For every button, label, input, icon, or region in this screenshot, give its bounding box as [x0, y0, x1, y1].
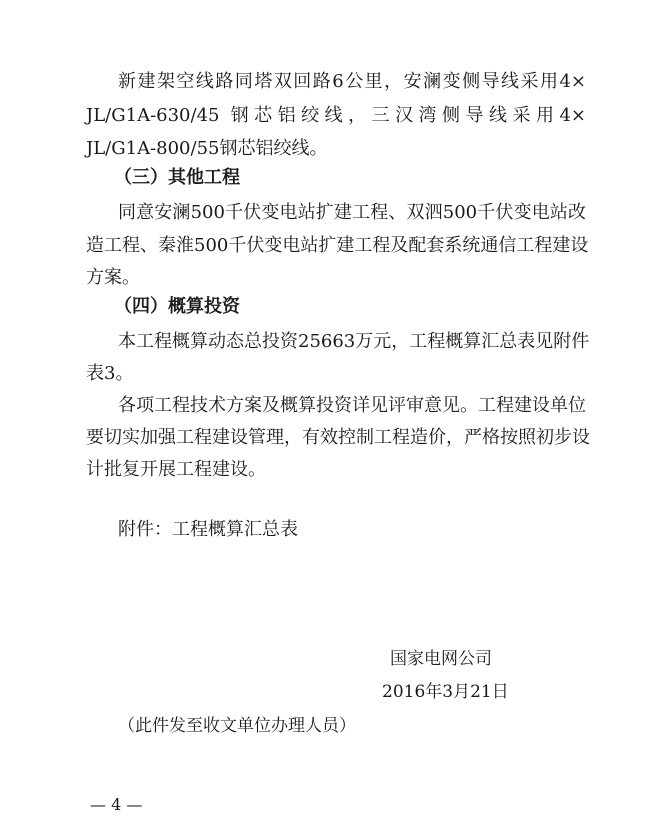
paragraph-1-line-2: JL/G1A-630/45 钢芯铝绞线，三汉湾侧导线采用4×	[86, 105, 586, 126]
section-4-heading: （四）概算投资	[114, 296, 240, 317]
signature-organization: 国家电网公司	[390, 649, 492, 669]
section-3-line-1: 同意安澜500千伏变电站扩建工程、双泗500千伏变电站改	[118, 202, 586, 223]
paragraph-1-line-3: JL/G1A-800/55钢芯铝绞线。	[86, 138, 328, 159]
paragraph-final-line-2: 要切实加强工程建设管理，有效控制工程造价，严格按照初步设	[86, 427, 590, 448]
page-number: — 4 —	[90, 795, 143, 814]
paragraph-final-line-3: 计批复开展工程建设。	[86, 459, 266, 480]
paragraph-final-line-1: 各项工程技术方案及概算投资详见评审意见。工程建设单位	[118, 395, 586, 416]
section-3-heading: （三）其他工程	[114, 167, 240, 188]
section-3-line-2: 造工程、秦淮500千伏变电站扩建工程及配套系统通信工程建设	[86, 235, 589, 256]
section-3-line-3: 方案。	[86, 267, 140, 288]
section-4-line-1: 本工程概算动态总投资25663万元，工程概算汇总表见附件	[118, 331, 590, 352]
section-4-line-2: 表3。	[86, 363, 134, 384]
attachment-line: 附件：工程概算汇总表	[118, 519, 298, 540]
signature-date: 2016年3月21日	[382, 682, 509, 702]
paragraph-1-line-1: 新建架空线路同塔双回路6公里，安澜变侧导线采用4×	[118, 71, 586, 92]
distribution-note: （此件发至收文单位办理人员）	[118, 716, 356, 736]
